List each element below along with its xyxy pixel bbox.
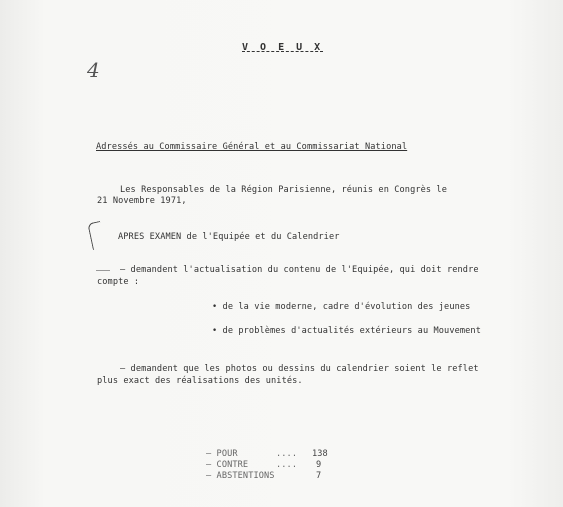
demand-1-line-2: compte :	[97, 277, 140, 287]
vote-dots-pour: ....	[276, 449, 298, 459]
vote-count-pour: 138	[312, 449, 328, 459]
handwritten-bracket	[87, 221, 105, 250]
intro-line-2: 21 Novembre 1971,	[97, 196, 187, 206]
bullet-2: • de problèmes d'actualités extérieurs au Mouvement	[212, 326, 481, 336]
vote-count-abstentions: 7	[316, 471, 322, 481]
heading: V O E U X	[242, 42, 324, 53]
addressee-line: Adressés au Commissaire Général et au Commissariat National	[96, 142, 408, 152]
pencil-dash	[96, 270, 110, 271]
after-exam-line: APRES EXAMEN de l'Equipée et du Calendrier	[118, 232, 340, 242]
demand-2-line-1: – demandent que les photos ou dessins du calendrier soient le reflet	[120, 364, 479, 374]
vote-label-abstentions: – ABSTENTIONS	[206, 471, 275, 481]
demand-1-line-1: – demandent l'actualisation du contenu de l'Equipée, qui doit rendre	[120, 265, 479, 275]
handwritten-margin-mark: 4	[87, 58, 100, 82]
vote-label-contre: – CONTRE	[206, 460, 249, 470]
vote-count-contre: 9	[316, 460, 322, 470]
bullet-1: • de la vie moderne, cadre d'évolution des jeunes	[212, 302, 471, 312]
vote-dots-contre: ....	[276, 460, 298, 470]
intro-line-1: Les Responsables de la Région Parisienne, réunis en Congrès le	[120, 185, 447, 195]
demand-2-line-2: plus exact des réalisations des unités.	[97, 376, 303, 386]
vote-label-pour: – POUR	[206, 449, 238, 459]
